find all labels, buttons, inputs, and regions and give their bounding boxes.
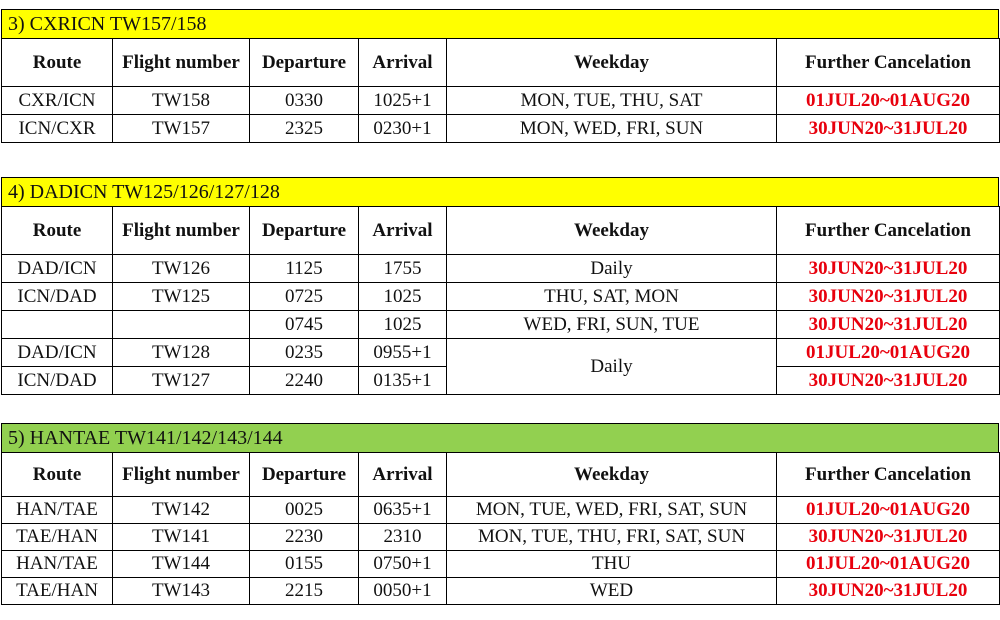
cancel-cell: 01JUL20~01AUG20 xyxy=(777,551,1000,578)
section-title: 3) CXRICN TW157/158 xyxy=(1,9,999,38)
arrival-cell: 1755 xyxy=(359,255,447,283)
flight-cell: TW128 xyxy=(113,339,250,367)
departure-cell: 0155 xyxy=(250,551,359,578)
route-cell: DAD/ICN xyxy=(2,339,113,367)
departure-cell: 0235 xyxy=(250,339,359,367)
weekday-cell: MON, TUE, THU, SAT xyxy=(447,87,777,115)
arrival-cell: 1025+1 xyxy=(359,87,447,115)
arrival-cell: 0230+1 xyxy=(359,115,447,143)
table-row xyxy=(2,339,1000,367)
weekday-cell: WED, FRI, SUN, TUE xyxy=(447,311,777,339)
route-cell: HAN/TAE xyxy=(2,551,113,578)
departure-cell: 2240 xyxy=(250,367,359,395)
table-header-row xyxy=(2,453,1000,497)
departure-cell: 0725 xyxy=(250,283,359,311)
weekday-cell: Daily xyxy=(447,255,777,283)
schedule-table xyxy=(1,206,1000,395)
cancel-cell: 01JUL20~01AUG20 xyxy=(777,339,1000,367)
section-dadicn xyxy=(1,177,999,395)
header-flight-number: Flight number xyxy=(113,39,250,87)
table-row xyxy=(2,115,1000,143)
departure-cell: 0330 xyxy=(250,87,359,115)
route-cell: TAE/HAN xyxy=(2,524,113,551)
header-arrival: Arrival xyxy=(359,207,447,255)
weekday-cell: THU, SAT, MON xyxy=(447,283,777,311)
arrival-cell: 0135+1 xyxy=(359,367,447,395)
header-further-cancelation: Further Cancelation xyxy=(777,39,1000,87)
arrival-cell: 2310 xyxy=(359,524,447,551)
section-title: 4) DADICN TW125/126/127/128 xyxy=(1,177,999,206)
table-header-row xyxy=(2,39,1000,87)
table-row xyxy=(2,551,1000,578)
table-row xyxy=(2,578,1000,605)
flight-cell: TW143 xyxy=(113,578,250,605)
header-weekday: Weekday xyxy=(447,39,777,87)
header-flight-number: Flight number xyxy=(113,453,250,497)
route-cell: ICN/CXR xyxy=(2,115,113,143)
cancel-cell: 30JUN20~31JUL20 xyxy=(777,524,1000,551)
header-flight-number: Flight number xyxy=(113,207,250,255)
departure-cell: 2325 xyxy=(250,115,359,143)
section-title: 5) HANTAE TW141/142/143/144 xyxy=(1,423,999,452)
flight-cell: TW125 xyxy=(113,283,250,311)
route-cell: ICN/DAD xyxy=(2,367,113,395)
section-cxricn xyxy=(1,9,999,143)
cancel-cell: 30JUN20~31JUL20 xyxy=(777,367,1000,395)
flight-cell: TW141 xyxy=(113,524,250,551)
arrival-cell: 0750+1 xyxy=(359,551,447,578)
header-departure: Departure xyxy=(250,39,359,87)
weekday-cell: MON, TUE, THU, FRI, SAT, SUN xyxy=(447,524,777,551)
flight-cell xyxy=(113,311,250,339)
header-arrival: Arrival xyxy=(359,39,447,87)
table-row xyxy=(2,255,1000,283)
cancel-cell: 30JUN20~31JUL20 xyxy=(777,115,1000,143)
arrival-cell: 0955+1 xyxy=(359,339,447,367)
table-row xyxy=(2,87,1000,115)
header-further-cancelation: Further Cancelation xyxy=(777,207,1000,255)
header-weekday: Weekday xyxy=(447,453,777,497)
table-row xyxy=(2,524,1000,551)
arrival-cell: 1025 xyxy=(359,283,447,311)
cancel-cell: 01JUL20~01AUG20 xyxy=(777,497,1000,524)
cancel-cell: 01JUL20~01AUG20 xyxy=(777,87,1000,115)
route-cell: DAD/ICN xyxy=(2,255,113,283)
header-departure: Departure xyxy=(250,207,359,255)
header-further-cancelation: Further Cancelation xyxy=(777,453,1000,497)
schedule-table xyxy=(1,38,1000,143)
header-departure: Departure xyxy=(250,453,359,497)
flight-cell: TW127 xyxy=(113,367,250,395)
departure-cell: 0745 xyxy=(250,311,359,339)
departure-cell: 2230 xyxy=(250,524,359,551)
arrival-cell: 1025 xyxy=(359,311,447,339)
route-cell: HAN/TAE xyxy=(2,497,113,524)
weekday-cell: THU xyxy=(447,551,777,578)
flight-cell: TW144 xyxy=(113,551,250,578)
departure-cell: 2215 xyxy=(250,578,359,605)
header-weekday: Weekday xyxy=(447,207,777,255)
cancel-cell: 30JUN20~31JUL20 xyxy=(777,283,1000,311)
route-cell: ICN/DAD xyxy=(2,283,113,311)
header-route: Route xyxy=(2,453,113,497)
weekday-cell: MON, TUE, WED, FRI, SAT, SUN xyxy=(447,497,777,524)
arrival-cell: 0635+1 xyxy=(359,497,447,524)
cancel-cell: 30JUN20~31JUL20 xyxy=(777,578,1000,605)
route-cell xyxy=(2,311,113,339)
route-cell: CXR/ICN xyxy=(2,87,113,115)
table-row xyxy=(2,283,1000,311)
table-row xyxy=(2,311,1000,339)
cancel-cell: 30JUN20~31JUL20 xyxy=(777,255,1000,283)
header-arrival: Arrival xyxy=(359,453,447,497)
weekday-cell: WED xyxy=(447,578,777,605)
section-hantae xyxy=(1,423,999,605)
table-header-row xyxy=(2,207,1000,255)
header-route: Route xyxy=(2,207,113,255)
flight-cell: TW157 xyxy=(113,115,250,143)
weekday-cell: MON, WED, FRI, SUN xyxy=(447,115,777,143)
flight-cell: TW126 xyxy=(113,255,250,283)
route-cell: TAE/HAN xyxy=(2,578,113,605)
departure-cell: 1125 xyxy=(250,255,359,283)
flight-cell: TW158 xyxy=(113,87,250,115)
schedule-table xyxy=(1,452,1000,605)
weekday-cell: Daily xyxy=(447,339,777,395)
table-row xyxy=(2,497,1000,524)
header-route: Route xyxy=(2,39,113,87)
flight-cell: TW142 xyxy=(113,497,250,524)
arrival-cell: 0050+1 xyxy=(359,578,447,605)
departure-cell: 0025 xyxy=(250,497,359,524)
cancel-cell: 30JUN20~31JUL20 xyxy=(777,311,1000,339)
